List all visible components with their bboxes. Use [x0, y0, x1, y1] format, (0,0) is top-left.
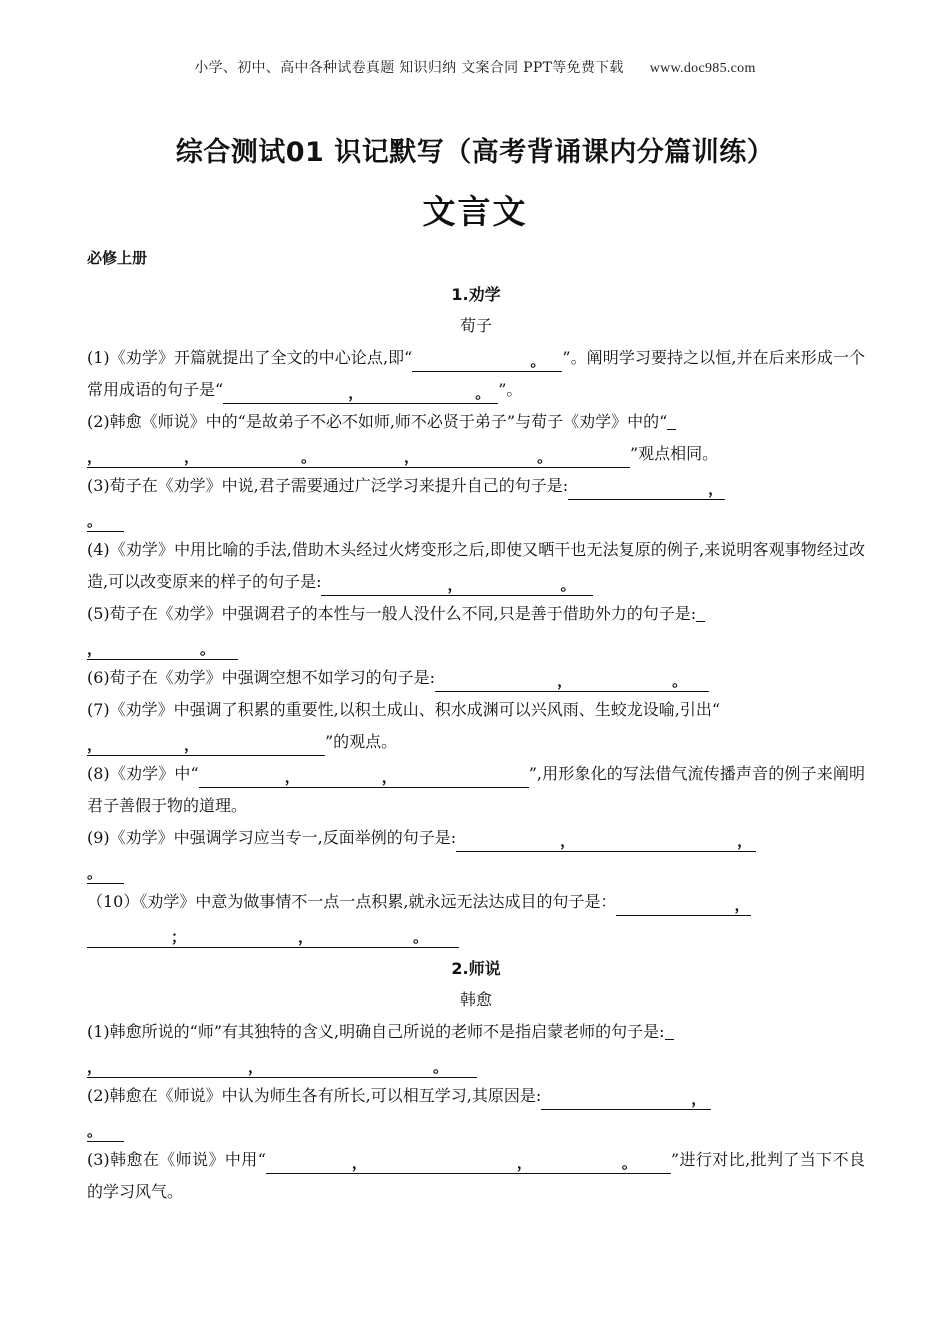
question-4: (4)《劝学》中用比喻的手法,借助木头经过火烤变形之后,即使又晒干也无法复原的例子,来说明客观事物经过改造,可以改变原来的样子的句子是: ， 。: [87, 540, 865, 594]
answer-blank[interactable]: ， ， 。: [87, 1057, 477, 1078]
answer-blank[interactable]: 。: [87, 1121, 124, 1142]
answer-blank[interactable]: 。: [87, 863, 124, 884]
question-6: (6)荀子在《劝学》中强调空想不如学习的句子是: ， 。: [87, 662, 865, 694]
answer-blank[interactable]: ， ，: [199, 767, 529, 788]
section-title: 2.师说: [451, 959, 501, 978]
answer-blank[interactable]: [696, 601, 705, 622]
page-subtitle: 文言文: [422, 192, 528, 231]
answer-blank[interactable]: ， ，: [87, 735, 325, 756]
question-7: (7)《劝学》中强调了积累的重要性,以积土成山、积水成渊可以兴风雨、生蛟龙设喻,引出“ ， ， ”的观点。: [87, 700, 721, 754]
answer-blank[interactable]: ； ， 。: [87, 927, 459, 948]
answer-blank[interactable]: ， ，: [456, 831, 756, 852]
section-author: 荀子: [459, 316, 492, 335]
question-3: (3)韩愈在《师说》中用“ ， ， 。 ”进行对比,批判了当下不良的学习风气。: [87, 1150, 865, 1201]
banner-text: 小学、初中、高中各种试卷真题 知识归纳 文案合同 PPT等免费下载: [194, 60, 624, 76]
answer-blank[interactable]: [665, 1019, 674, 1040]
answer-blank[interactable]: ， ， 。 ， 。: [87, 447, 630, 468]
answer-blank[interactable]: 。: [87, 511, 124, 532]
question-2: (2)韩愈在《师说》中认为师生各有所长,可以相互学习,其原因是: ， 。: [87, 1080, 865, 1144]
answer-blank[interactable]: ， 。: [321, 575, 593, 596]
header-banner: [0, 57, 950, 77]
question-1: (1)《劝学》开篇就提出了全文的中心论点,即“ 。 ”。阐明学习要持之以恒,并在后来形成一个常用成语的句子是“ ， 。 ”。: [87, 348, 865, 402]
worksheet-content: [87, 280, 865, 1208]
question-1: (1)韩愈所说的“师”有其独特的含义,明确自己所说的老师不是指启蒙老师的句子是: ， ， 。: [87, 1016, 865, 1080]
answer-blank[interactable]: ， ， 。: [266, 1153, 671, 1174]
answer-blank[interactable]: ， 。: [87, 639, 238, 660]
question-3: (3)荀子在《劝学》中说,君子需要通过广泛学习来提升自己的句子是: ， 。: [87, 476, 724, 530]
answer-blank[interactable]: [667, 409, 676, 430]
answer-blank[interactable]: ， 。: [223, 383, 498, 404]
answer-blank[interactable]: ， 。: [435, 671, 709, 692]
page-title: 综合测试01 识记默写（高考背诵课内分篇训练）: [175, 137, 775, 168]
volume-label: 必修上册: [87, 249, 148, 267]
answer-blank[interactable]: ，: [541, 1089, 711, 1110]
banner-url[interactable]: www.doc985.com: [649, 61, 756, 76]
question-2: (2)韩愈《师说》中的“是故弟子不必不如师,师不必贤于弟子”与荀子《劝学》中的“ ， ， 。 ， 。 ”观点相同。: [87, 406, 865, 470]
answer-blank[interactable]: ，: [616, 895, 751, 916]
question-5: (5)荀子在《劝学》中强调君子的本性与一般人没什么不同,只是善于借助外力的句子是: ， 。: [87, 598, 865, 662]
question-8: (8)《劝学》中“ ， ， ”,用形象化的写法借气流传播声音的例子来阐明君子善假于物的道理。: [87, 764, 865, 815]
question-9: (9)《劝学》中强调学习应当专一,反面举例的句子是: ， ， 。: [87, 822, 865, 886]
section-author: 韩愈: [459, 990, 492, 1009]
answer-blank[interactable]: 。: [412, 351, 562, 372]
question-10: （10）《劝学》中意为做事情不一点一点积累,就永远无法达成目的句子是： ， ； ， 。: [87, 892, 750, 946]
answer-blank[interactable]: ，: [568, 479, 725, 500]
section-title: 1.劝学: [451, 285, 501, 304]
